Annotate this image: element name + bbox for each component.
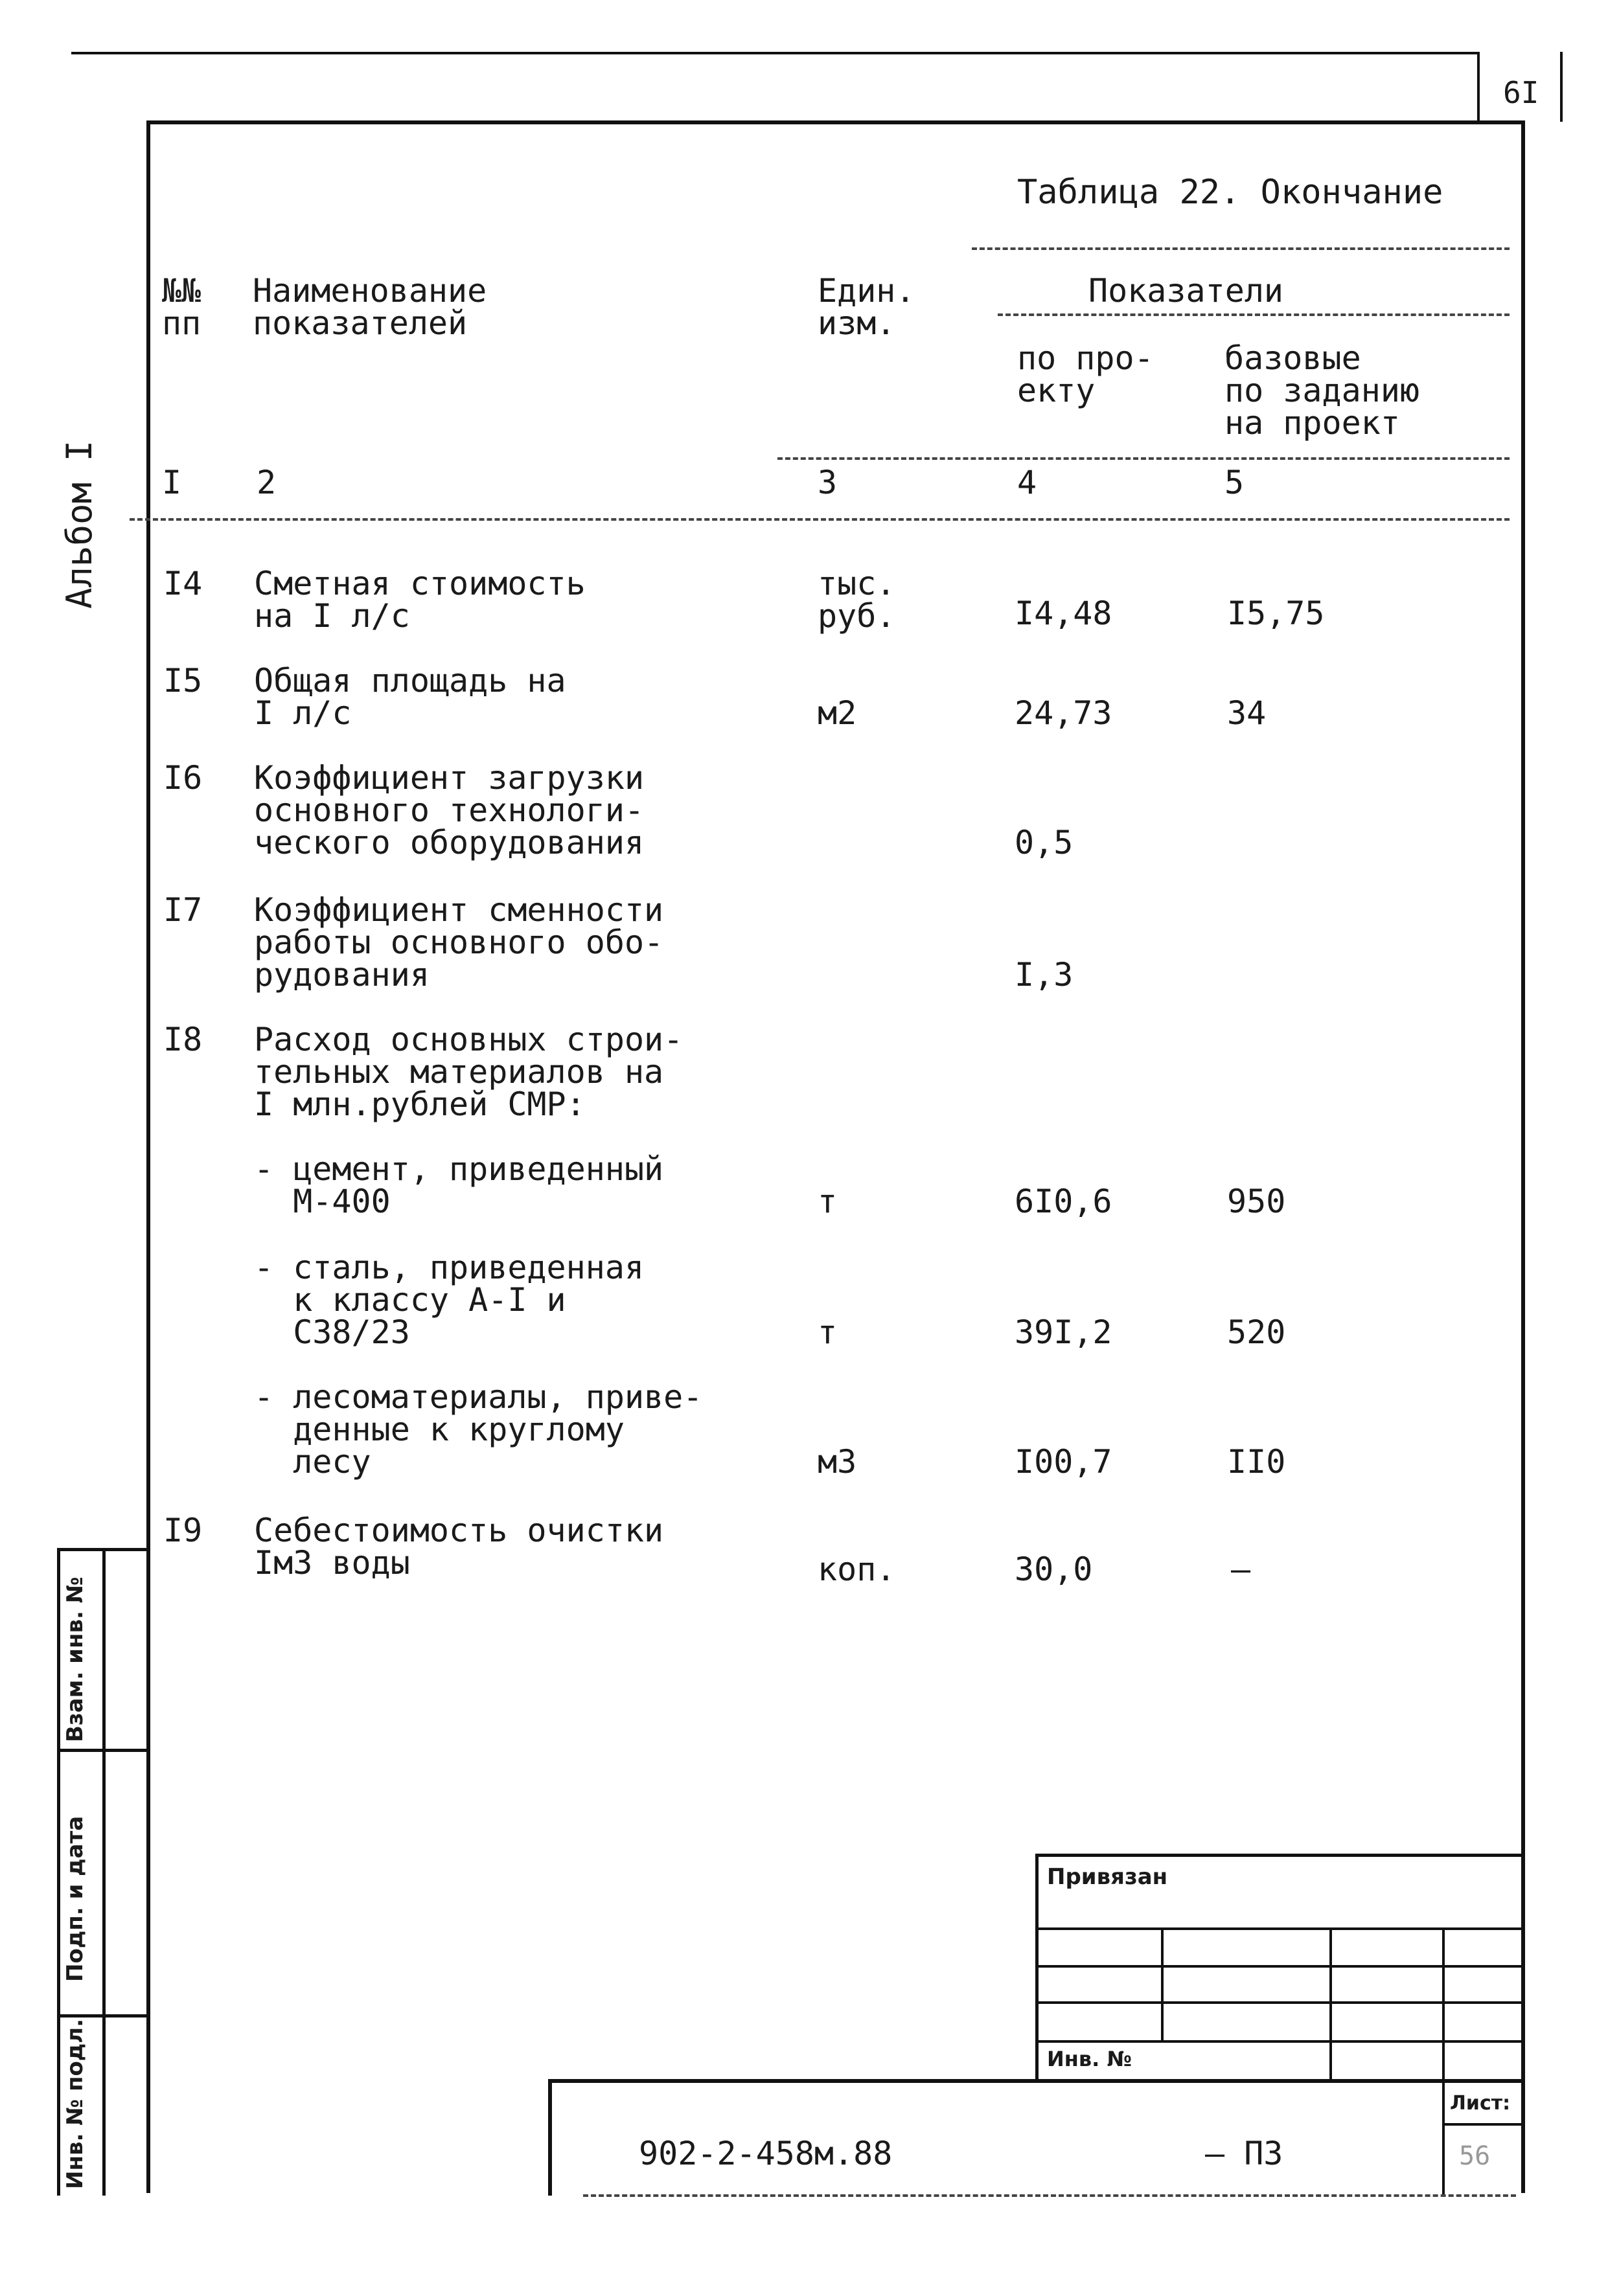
row-15-project: 24,73 xyxy=(1015,694,1112,732)
row-14-base: I5,75 xyxy=(1227,595,1325,632)
bound-col-1 xyxy=(1161,1927,1164,2041)
stamp-replace-inv: Взам. инв. № xyxy=(62,1576,88,1742)
row-14-num: I4 xyxy=(163,565,203,602)
col-number-2: 2 xyxy=(257,464,277,501)
indicators-underline xyxy=(998,313,1510,316)
frame-top xyxy=(149,120,1522,124)
stamp-inv-original: Инв. № подл. xyxy=(62,2018,88,2189)
col-number-4: 4 xyxy=(1017,464,1037,501)
row-18-cement-base: 950 xyxy=(1227,1183,1286,1220)
col-number-3: 3 xyxy=(818,464,838,501)
row-18-steel-name: - сталь, приведенная к классу А-I и С38/23 xyxy=(254,1249,645,1351)
row-14-name: Сметная стоимость на I л/с xyxy=(254,565,586,635)
stamp-sep-1 xyxy=(57,1548,148,1551)
inv-label: Инв. № xyxy=(1047,2047,1132,2071)
bound-col-3 xyxy=(1442,1927,1445,2080)
header-base: базовые по заданию на проект xyxy=(1224,339,1420,442)
row-14-project: I4,48 xyxy=(1015,595,1112,632)
stamp-sep-2 xyxy=(57,1749,148,1752)
stamp-sep-3 xyxy=(57,2014,148,2018)
row-18-cement-name: - цемент, приведенный М-400 xyxy=(254,1150,664,1220)
row-16-name: Коэффициент загрузки основного технологи- ческого оборудования xyxy=(254,759,645,861)
column-numbers-rule xyxy=(130,518,1510,521)
header-rule xyxy=(777,457,1510,460)
stamp-sign-date: Подп. и дата xyxy=(62,1815,88,1982)
row-19-project: 30,0 xyxy=(1015,1551,1093,1588)
doc-box-left xyxy=(548,2079,552,2196)
row-18-steel-unit: т xyxy=(818,1313,838,1351)
col-number-1: I xyxy=(162,464,182,501)
header-num: №№ пп xyxy=(162,272,201,342)
row-17-num: I7 xyxy=(163,891,203,929)
row-18-timber-name: - лесоматериалы, приве- денные к круглому лесу xyxy=(254,1378,703,1481)
header-project: по про- екту xyxy=(1017,339,1154,409)
sheet-box-left xyxy=(1442,2080,1445,2196)
page-number-box-left xyxy=(1477,52,1480,122)
bound-row-2 xyxy=(1037,1965,1522,1968)
row-15-name: Общая площадь на I л/с xyxy=(254,662,566,732)
row-18-steel-project: 39I,2 xyxy=(1015,1313,1112,1351)
row-18-timber-project: I00,7 xyxy=(1015,1443,1112,1481)
bottom-rule xyxy=(583,2194,1516,2197)
stamp-column-mid xyxy=(102,1548,106,2196)
header-indicators: Показатели xyxy=(1088,272,1284,310)
table-title: Таблица 22. Окончание xyxy=(1017,173,1443,212)
page-number-box-right xyxy=(1560,52,1563,122)
frame-right xyxy=(1521,120,1525,2193)
header-unit: Един. изм. xyxy=(818,272,915,342)
album-label: Альбом I xyxy=(59,440,100,609)
col-number-5: 5 xyxy=(1224,464,1245,501)
row-16-num: I6 xyxy=(163,759,203,797)
row-17-project: I,3 xyxy=(1015,956,1074,994)
row-19-num: I9 xyxy=(163,1512,203,1549)
row-19-unit: коп. xyxy=(818,1551,896,1588)
row-14-unit: тыс. руб. xyxy=(818,565,896,635)
row-15-unit: м2 xyxy=(818,694,857,732)
row-18-cement-project: 6I0,6 xyxy=(1015,1183,1112,1220)
doc-code: 902-2-458м.88 xyxy=(639,2135,893,2172)
bound-label: Привязан xyxy=(1047,1864,1168,1890)
bound-row-3 xyxy=(1037,2001,1522,2004)
bound-box-top xyxy=(1037,1854,1522,1857)
bound-row-1 xyxy=(1037,1927,1522,1930)
sheet-value: 56 xyxy=(1459,2141,1491,2171)
row-19-name: Себестоимость очистки Iм3 воды xyxy=(254,1512,664,1582)
row-15-num: I5 xyxy=(163,662,203,699)
stamp-column-left xyxy=(57,1548,60,2196)
sheet-label: Лист: xyxy=(1450,2092,1511,2115)
bound-row-4 xyxy=(1037,2040,1522,2043)
top-rule xyxy=(71,52,1477,54)
row-19-base: – xyxy=(1231,1551,1251,1588)
page-number: 6I xyxy=(1503,75,1539,110)
title-underline xyxy=(972,247,1510,250)
row-18-steel-base: 520 xyxy=(1227,1313,1286,1351)
row-18-name: Расход основных строи- тельных материалов на I млн.рублей СМР: xyxy=(254,1021,683,1123)
row-17-name: Коэффициент сменности работы основного обо- рудования xyxy=(254,891,664,994)
row-18-cement-unit: т xyxy=(818,1183,838,1220)
frame-left xyxy=(146,120,150,2193)
row-18-timber-base: II0 xyxy=(1227,1443,1286,1481)
header-name: Наименование показателей xyxy=(253,272,487,342)
row-18-num: I8 xyxy=(163,1021,203,1058)
row-18-timber-unit: м3 xyxy=(818,1443,857,1481)
bound-col-2 xyxy=(1329,1927,1332,2080)
sheet-label-rule xyxy=(1443,2123,1521,2126)
row-16-project: 0,5 xyxy=(1015,824,1074,861)
doc-suffix: – ПЗ xyxy=(1205,2135,1283,2172)
row-15-base: 34 xyxy=(1227,694,1267,732)
doc-box-top xyxy=(548,2079,1522,2083)
